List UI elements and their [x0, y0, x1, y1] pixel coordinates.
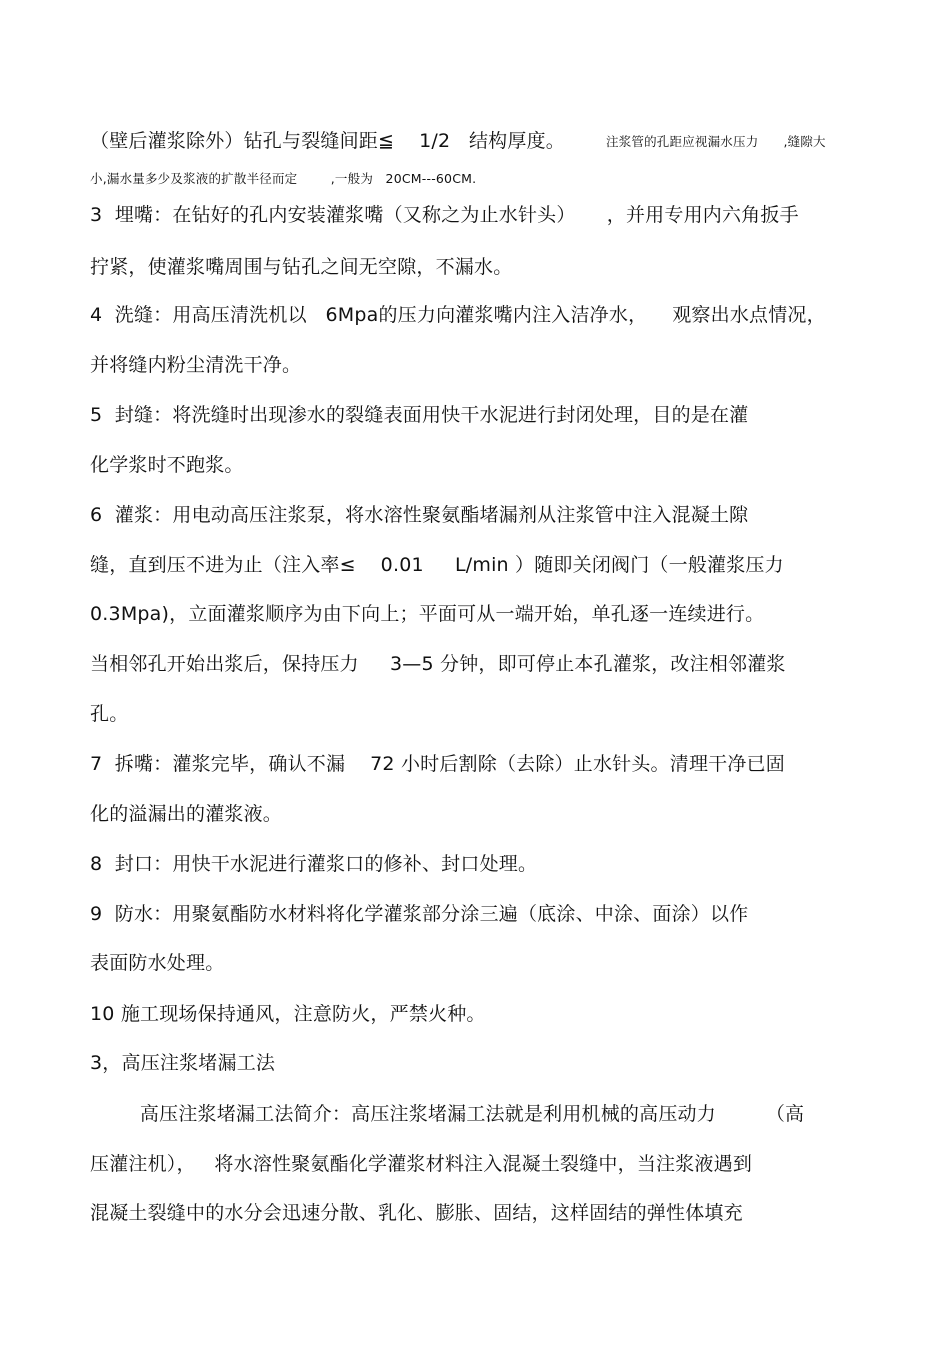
- text-line: 表面防水处理。: [90, 952, 225, 974]
- text-line: 5 封缝：将洗缝时出现渗水的裂缝表面用快干水泥进行封闭处理，目的是在灌: [90, 404, 749, 426]
- text-line: 3 埋嘴：在钻好的孔内安装灌浆嘴（又称之为止水针头） ，并用专用内六角扳手: [90, 204, 799, 226]
- text-line: 孔。: [90, 703, 129, 725]
- text-line: 化的溢漏出的灌浆液。: [90, 803, 283, 825]
- text-line: 7 拆嘴：灌浆完毕，确认不漏 72 小时后割除（去除）止水针头。清理干净已固: [90, 753, 785, 775]
- text-line: 并将缝内粉尘清洗干净。: [90, 354, 302, 376]
- text-line: 6 灌浆：用电动高压注浆泵，将水溶性聚氨酯堵漏剂从注浆管中注入混凝土隙: [90, 504, 749, 526]
- text-line: 8 封口：用快干水泥进行灌浆口的修补、封口处理。: [90, 853, 538, 875]
- text-line: 高压注浆堵漏工法简介：高压注浆堵漏工法就是利用机械的高压动力 （高: [90, 1103, 805, 1125]
- text-line: 当相邻孔开始出浆后，保持压力 3—5 分钟，即可停止本孔灌浆，改注相邻灌浆: [90, 653, 786, 675]
- text-line: 拧紧，使灌浆嘴周围与钻孔之间无空隙，不漏水。: [90, 256, 513, 278]
- text-line: 混凝土裂缝中的水分会迅速分散、乳化、膨胀、固结，这样固结的弹性体填充: [90, 1202, 743, 1224]
- text-line: 小,漏水量多少及浆液的扩散半径而定 ,一般为 20CM---60CM.: [90, 171, 477, 186]
- text-line: 0.3Mpa)，立面灌浆顺序为由下向上；平面可从一端开始，单孔逐一连续进行。: [90, 603, 765, 625]
- text-line: 4 洗缝：用高压清洗机以 6Mpa的压力向灌浆嘴内注入洁净水， 观察出水点情况，: [90, 304, 826, 326]
- text-line: 10 施工现场保持通风，注意防火，严禁火种。: [90, 1003, 486, 1025]
- section-heading: 3，高压注浆堵漏工法: [90, 1052, 276, 1074]
- text-line: 9 防水：用聚氨酯防水材料将化学灌浆部分涂三遍（底涂、中涂、面涂）以作: [90, 903, 749, 925]
- text-line: 缝，直到压不进为止（注入率≤ 0.01 L/min ）随即关闭阀门（一般灌浆压力: [90, 554, 784, 576]
- text-line: 压灌注机）， 将水溶性聚氨酯化学灌浆材料注入混凝土裂缝中，当注浆液遇到: [90, 1153, 753, 1175]
- text-line: 注浆管的孔距应视漏水压力 ,缝隙大: [606, 134, 826, 149]
- text-line: 化学浆时不跑浆。: [90, 454, 244, 476]
- text-line: （壁后灌浆除外）钻孔与裂缝间距≦ 1/2 结构厚度。: [90, 130, 565, 152]
